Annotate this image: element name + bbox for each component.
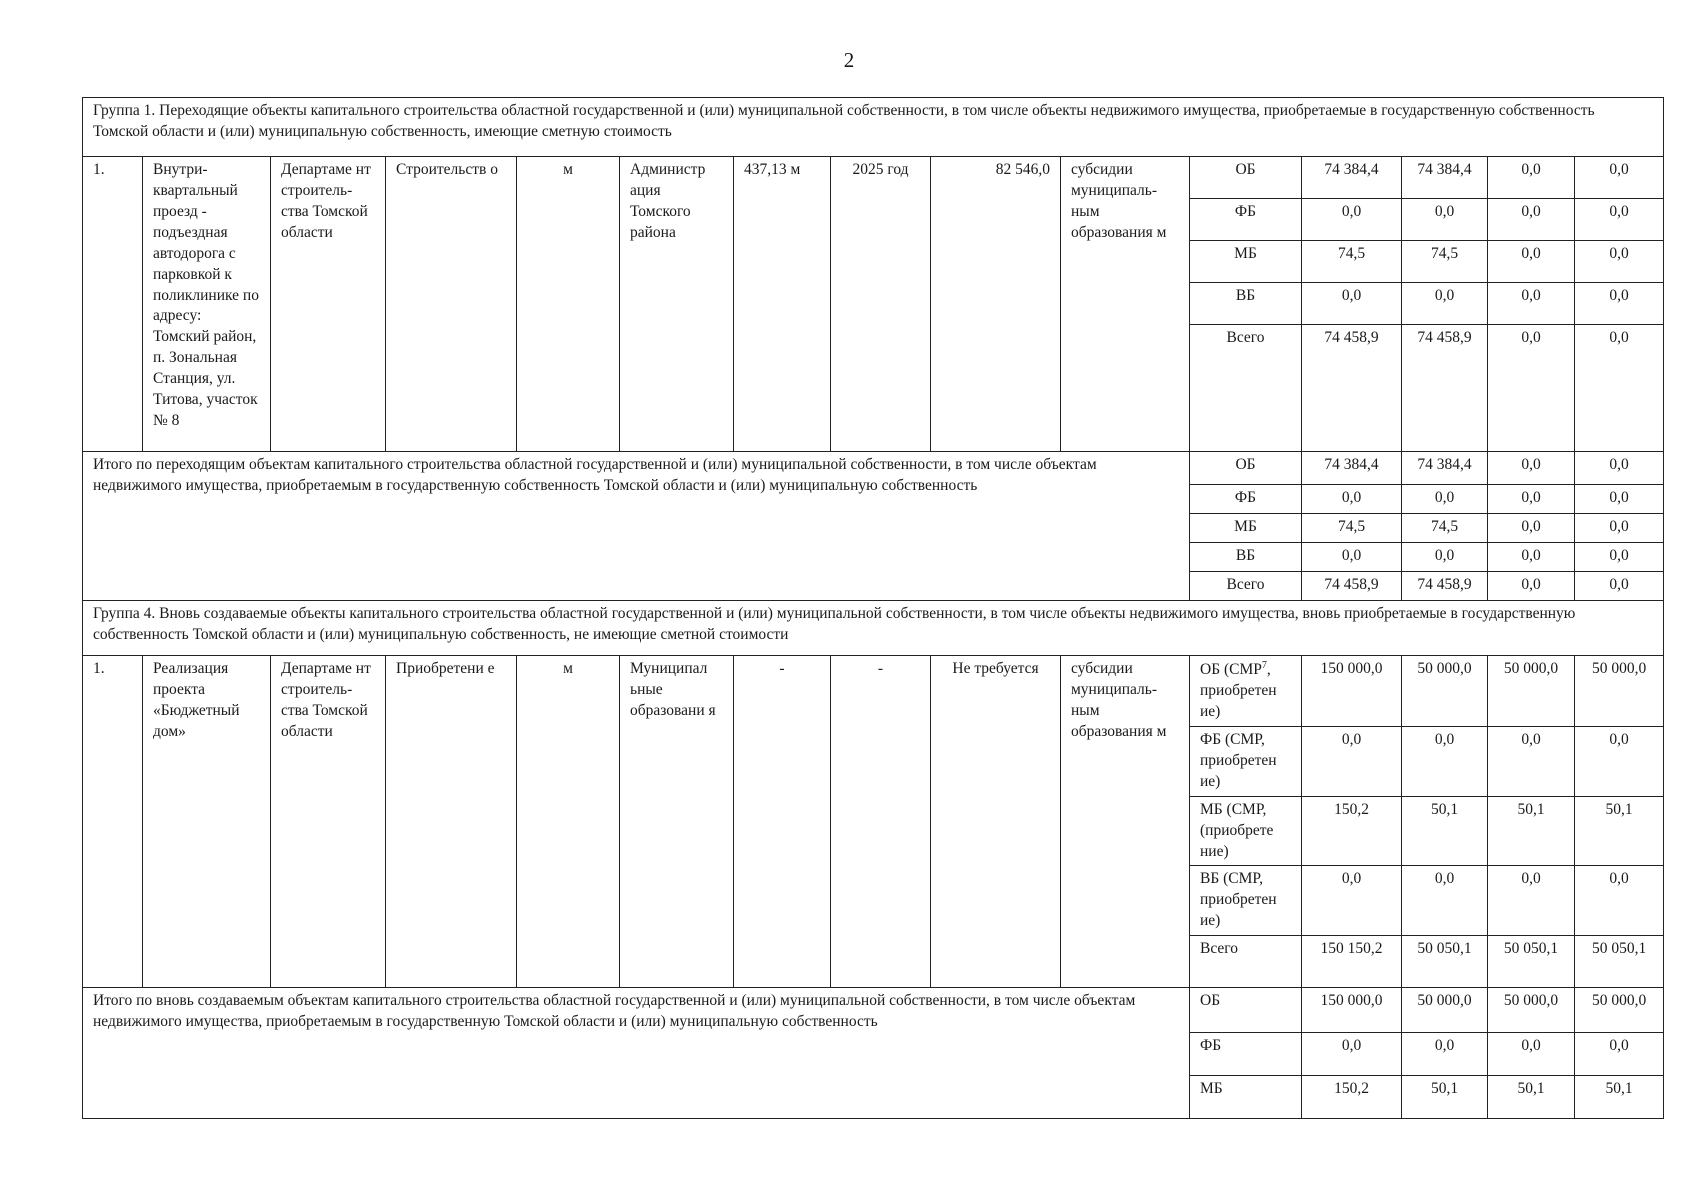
object-name: Реализация проекта «Бюджетный дом» [143, 656, 271, 988]
fin-value: 50 050,1 [1488, 936, 1575, 988]
fin-value: 50 000,0 [1575, 988, 1664, 1033]
fin-value: 0,0 [1575, 726, 1664, 796]
fin-value: 74 458,9 [1402, 325, 1488, 452]
fin-label-ob-main: ОБ (СМР [1200, 661, 1262, 679]
fin-value: 50 050,1 [1575, 936, 1664, 988]
fin-value: 0,0 [1402, 726, 1488, 796]
object-type: Строительств о [386, 157, 517, 452]
fin-value: 0,0 [1302, 1033, 1402, 1076]
fin-label: ФБ [1190, 1033, 1302, 1076]
fin-value: 0,0 [1488, 452, 1575, 485]
fin-label: Всего [1190, 572, 1302, 601]
fin-value: 74,5 [1402, 514, 1488, 543]
fin-value: 74,5 [1302, 514, 1402, 543]
object-unit: м [517, 656, 620, 988]
fin-value: 74 458,9 [1402, 572, 1488, 601]
fin-value: 0,0 [1488, 866, 1575, 936]
fin-value: 0,0 [1302, 543, 1402, 572]
group1-header: Группа 1. Переходящие объекты капитального строительства областной государственной и (или) муниципальной собственности, в том числе объекты недвижимого имущества, приобретаемые в государственную собственность Томской области и (или) муниципальную собственность, имеющие сметную стоимость [83, 98, 1664, 157]
fin-value: 0,0 [1488, 157, 1575, 199]
fin-value: 0,0 [1302, 866, 1402, 936]
fin-value: 0,0 [1488, 572, 1575, 601]
fin-value: 0,0 [1302, 485, 1402, 514]
fin-label-ob-smr [1190, 656, 1302, 727]
fin-value: 0,0 [1575, 199, 1664, 241]
group1-total-row [83, 452, 1664, 485]
fin-value: 0,0 [1488, 514, 1575, 543]
fin-value: 0,0 [1488, 485, 1575, 514]
page-number: 2 [843, 48, 855, 72]
fin-value: 0,0 [1575, 241, 1664, 283]
fin-value: 0,0 [1575, 572, 1664, 601]
fin-value: 0,0 [1575, 452, 1664, 485]
fin-value: 50,1 [1488, 796, 1575, 866]
object-executor: Администр ация Томского района [620, 157, 734, 452]
fin-value: 50,1 [1575, 1076, 1664, 1119]
fin-label: МБ [1190, 241, 1302, 283]
group4-header: Группа 4. Вновь создаваемые объекты капитального строительства областной государственной и (или) муниципальной собственности, в том числе объекты недвижимого имущества, вновь приобретаемые в государственную собственность Томской области и (или) муниципальную собственность, не имеющие сметной стоимости [83, 601, 1664, 656]
fin-value: 0,0 [1402, 283, 1488, 325]
group1-object-row [83, 157, 1664, 199]
fin-value: 150 000,0 [1302, 988, 1402, 1033]
fin-value: 150,2 [1302, 1076, 1402, 1119]
fin-value: 0,0 [1575, 866, 1664, 936]
fin-label: МБ [1190, 514, 1302, 543]
fin-value: 0,0 [1488, 726, 1575, 796]
fin-label: ФБ [1190, 199, 1302, 241]
fin-value: 0,0 [1575, 1033, 1664, 1076]
fin-label: ОБ [1190, 452, 1302, 485]
fin-value: 0,0 [1488, 241, 1575, 283]
fin-label: ВБ [1190, 283, 1302, 325]
fin-value: 0,0 [1402, 1033, 1488, 1076]
object-name: Внутри-квартальный проезд - подъездная автодорога с парковкой к поликлинике по адресу: Томский район, п. Зональная Станция, ул. Титова, участок № 8 [143, 157, 271, 452]
object-unit: м [517, 157, 620, 452]
object-cost: 82 546,0 [931, 157, 1061, 452]
fin-value: 150 150,2 [1302, 936, 1402, 988]
object-capacity: - [734, 656, 831, 988]
fin-value: 50,1 [1402, 1076, 1488, 1119]
fin-value: 50,1 [1575, 796, 1664, 866]
fin-value: 50 000,0 [1488, 656, 1575, 727]
fin-label: ОБ [1190, 157, 1302, 199]
fin-value: 74 384,4 [1402, 452, 1488, 485]
fin-value: 0,0 [1575, 485, 1664, 514]
fin-value: 74 384,4 [1302, 157, 1402, 199]
group4-total-label: Итого по вновь создаваемым объектам капитального строительства областной государственной и (или) муниципальной собственности, в том числе объектам недвижимого имущества, приобретаемым в государственную Томской области и (или) муниципальную собственность [83, 988, 1190, 1119]
fin-value: 74,5 [1402, 241, 1488, 283]
fin-value: 50,1 [1488, 1076, 1575, 1119]
object-executor: Муниципал ьные образовани я [620, 656, 734, 988]
fin-label: ВБ (СМР, приобретен ие) [1190, 866, 1302, 936]
fin-value: 0,0 [1402, 485, 1488, 514]
investment-objects-table [82, 97, 1664, 1119]
fin-value: 0,0 [1302, 199, 1402, 241]
object-year: - [831, 656, 931, 988]
fin-value: 150 000,0 [1302, 656, 1402, 727]
object-form: субсидии муниципаль-ным образования м [1061, 656, 1190, 988]
object-customer: Департаме нт строитель-ства Томской области [271, 157, 386, 452]
footnote-marker: 7 [1261, 660, 1267, 671]
fin-value: 0,0 [1402, 866, 1488, 936]
group1-header-row [83, 98, 1664, 157]
fin-label: МБ [1190, 1076, 1302, 1119]
object-customer: Департаме нт строитель-ства Томской области [271, 656, 386, 988]
fin-value: 74 458,9 [1302, 572, 1402, 601]
fin-value: 0,0 [1575, 157, 1664, 199]
fin-value: 0,0 [1488, 199, 1575, 241]
fin-value: 50 000,0 [1402, 988, 1488, 1033]
object-cost: Не требуется [931, 656, 1061, 988]
fin-label: Всего [1190, 936, 1302, 988]
fin-value: 0,0 [1575, 325, 1664, 452]
object-form: субсидии муниципаль-ным образования м [1061, 157, 1190, 452]
group4-total-row [83, 988, 1664, 1033]
fin-value: 0,0 [1402, 543, 1488, 572]
fin-value: 0,0 [1302, 283, 1402, 325]
fin-value: 50 000,0 [1402, 656, 1488, 727]
fin-value: 0,0 [1575, 514, 1664, 543]
fin-label-ob-rest: , приобретен ие) [1200, 661, 1277, 720]
group1-total-label: Итого по переходящим объектам капитального строительства областной государственной и (или) муниципальной собственности, в том числе объектам недвижимого имущества, приобретаемым в государственную собственность Томской области и (или) муниципальную собственность [83, 452, 1190, 601]
fin-value: 0,0 [1488, 325, 1575, 452]
fin-value: 74 458,9 [1302, 325, 1402, 452]
fin-value: 0,0 [1575, 543, 1664, 572]
object-type: Приобретени е [386, 656, 517, 988]
fin-value: 74,5 [1302, 241, 1402, 283]
object-number: 1. [83, 656, 143, 988]
group4-header-row [83, 601, 1664, 656]
object-number: 1. [83, 157, 143, 452]
fin-label: ФБ [1190, 485, 1302, 514]
fin-label: Всего [1190, 325, 1302, 452]
fin-value: 0,0 [1575, 283, 1664, 325]
fin-value: 0,0 [1488, 543, 1575, 572]
fin-value: 50,1 [1402, 796, 1488, 866]
fin-label: ФБ (СМР, приобретен ие) [1190, 726, 1302, 796]
fin-label: ВБ [1190, 543, 1302, 572]
object-year: 2025 год [831, 157, 931, 452]
fin-value: 50 000,0 [1575, 656, 1664, 727]
fin-value: 0,0 [1302, 726, 1402, 796]
fin-value: 150,2 [1302, 796, 1402, 866]
fin-label: ОБ [1190, 988, 1302, 1033]
fin-value: 50 000,0 [1488, 988, 1575, 1033]
object-capacity: 437,13 м [734, 157, 831, 452]
fin-value: 0,0 [1488, 1033, 1575, 1076]
fin-value: 0,0 [1488, 283, 1575, 325]
group4-object-row [83, 656, 1664, 727]
fin-label: МБ (СМР, (приобрете ние) [1190, 796, 1302, 866]
fin-value: 0,0 [1402, 199, 1488, 241]
fin-value: 74 384,4 [1302, 452, 1402, 485]
fin-value: 50 050,1 [1402, 936, 1488, 988]
fin-value: 74 384,4 [1402, 157, 1488, 199]
